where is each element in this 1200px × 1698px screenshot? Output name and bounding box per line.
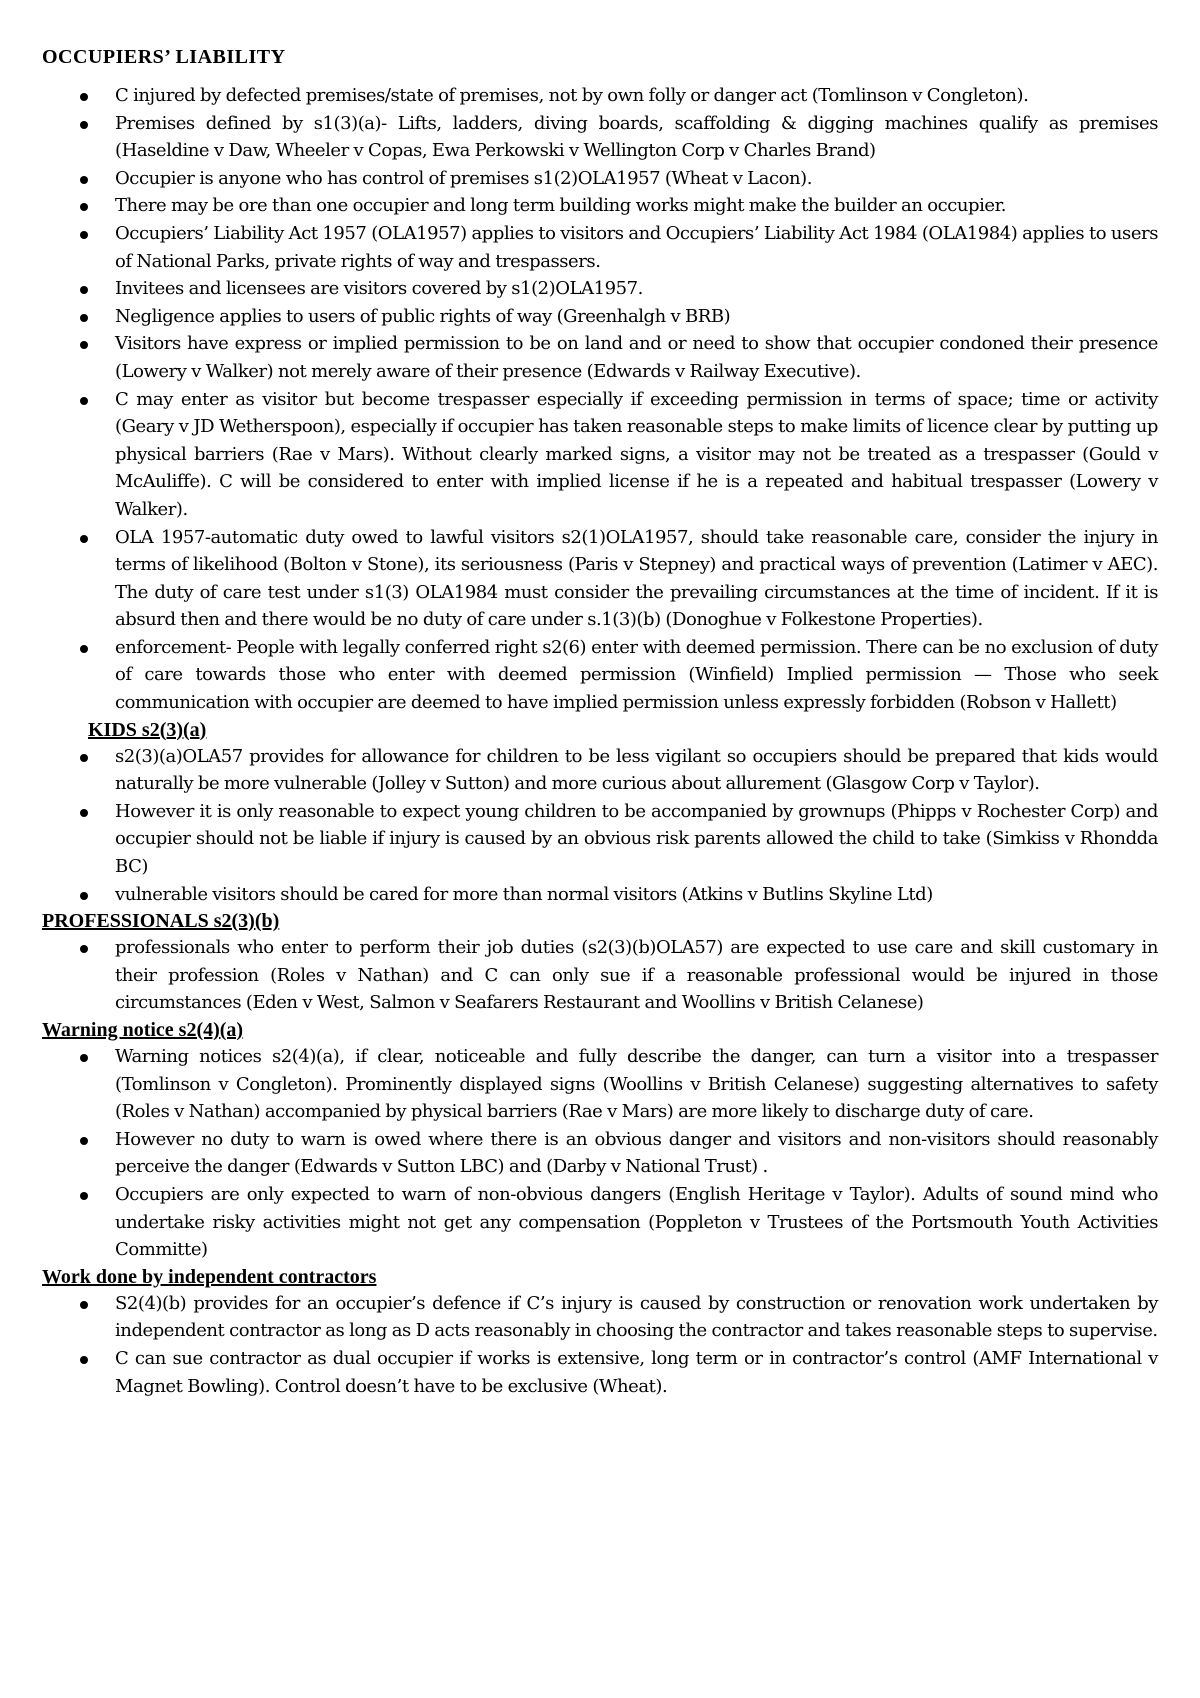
bullet-icon bbox=[80, 203, 88, 211]
list-item bbox=[42, 1043, 1158, 1126]
bullet-icon bbox=[80, 1356, 88, 1364]
bullet-icon bbox=[80, 754, 88, 762]
list-item bbox=[42, 275, 1158, 303]
list-item-text: Occupier is anyone who has control of premises s1(2)OLA1957 (Wheat v Lacon). bbox=[115, 167, 812, 189]
bullet-icon bbox=[80, 341, 88, 349]
bullet-icon bbox=[80, 535, 88, 543]
list-item-text: Premises defined by s1(3)(a)- Lifts, ladders, diving boards, scaffolding & digging machines qualify as premises (Haseldine v Daw, Wheeler v Copas, Ewa Perkowski v Wellington Corp v Charles Brand) bbox=[115, 112, 1158, 162]
list-item bbox=[42, 1290, 1158, 1345]
list-item-text: Negligence applies to users of public rights of way (Greenhalgh v BRB) bbox=[115, 305, 731, 327]
bullet-icon bbox=[80, 645, 88, 653]
professionals-list bbox=[42, 934, 1158, 1017]
list-item bbox=[42, 934, 1158, 1017]
bullet-icon bbox=[80, 1137, 88, 1145]
list-item-text: C injured by defected premises/state of premises, not by own folly or danger act (Tomlinson v Congleton). bbox=[115, 85, 1029, 106]
warning-notice-list bbox=[42, 1043, 1158, 1264]
list-item-text: There may be ore than one occupier and long term building works might make the builder an occupier. bbox=[115, 195, 1007, 217]
section-heading-kids: KIDS s2(3)(a) bbox=[88, 718, 207, 741]
bullet-icon bbox=[80, 286, 88, 294]
bullet-icon bbox=[80, 176, 88, 184]
list-item-text: OLA 1957-automatic duty owed to lawful visitors s2(1)OLA1957, should take reasonable care, consider the injury in terms of likelihood (Bolton v Stone), its seriousness (Paris v Stepney) and practical ways of prevention (Latimer v AEC). The duty of care test under s1(3) OLA1984 must consider the prevailing circumstances at the time of incident. If it is absurd then and there would be no duty of care under s.1(3)(b) (Donoghue v Folkestone Properties). bbox=[115, 526, 1158, 631]
list-item-text: S2(4)(b) provides for an occupier’s defence if C’s injury is caused by construction or renovation work undertaken by independent contractor as long as D acts reasonably in choosing the contractor and takes reasonable steps to supervise. bbox=[115, 1292, 1158, 1342]
bullet-icon bbox=[80, 945, 88, 953]
bullet-icon bbox=[80, 314, 88, 322]
list-item bbox=[42, 524, 1158, 634]
bullet-icon bbox=[80, 93, 88, 101]
list-item bbox=[42, 303, 1158, 331]
independent-contractors-list bbox=[42, 1290, 1158, 1400]
list-item-text: Occupiers are only expected to warn of non-obvious dangers (English Heritage v Taylor). Adults of sound mind who undertake risky activities might not get any compensation (Poppleton v Trustees of the Portsmouth Youth Activities Committe) bbox=[115, 1183, 1158, 1261]
list-item-text: Warning notices s2(4)(a), if clear, noticeable and fully describe the danger, can turn a visitor into a trespasser (Tomlinson v Congleton). Prominently displayed signs (Woollins v British Celanese) suggesting alternatives to safety (Roles v Nathan) accompanied by physical barriers (Rae v Mars) are more likely to discharge duty of care. bbox=[115, 1046, 1158, 1123]
section-heading-professionals: PROFESSIONALS s2(3)(b) bbox=[42, 910, 280, 933]
bullet-icon bbox=[80, 1192, 88, 1200]
bullet-icon bbox=[80, 1054, 88, 1062]
bullet-icon bbox=[80, 231, 88, 239]
bullet-icon bbox=[80, 809, 88, 817]
list-item bbox=[42, 881, 1158, 909]
list-item bbox=[42, 1126, 1158, 1181]
list-item bbox=[42, 192, 1158, 220]
list-item bbox=[42, 798, 1158, 881]
list-item-text: However it is only reasonable to expect young children to be accompanied by grownups (Phipps v Rochester Corp) and occupier should not be liable if injury is caused by an obvious risk parents allowed the child to take (Simkiss v Rhondda BC) bbox=[115, 800, 1158, 878]
kids-list bbox=[42, 743, 1158, 909]
list-item-text: Visitors have express or implied permission to be on land and or need to show that occupier condoned their presence (Lowery v Walker) not merely aware of their presence (Edwards v Railway Executive). bbox=[115, 333, 1158, 382]
list-item-text: s2(3)(a)OLA57 provides for allowance for children to be less vigilant so occupiers should be prepared that kids would naturally be more vulnerable (Jolley v Sutton) and more curious about allurement (Glasgow Corp v Taylor). bbox=[115, 745, 1158, 795]
list-item-text: C may enter as visitor but become trespasser especially if exceeding permission in terms of space; time or activity (Geary v JD Wetherspoon), especially if occupier has taken reasonable steps to make limits of licence clear by putting up physical barriers (Rae v Mars). Without clearly marked signs, a visitor may not be treated as a trespasser (Gould v McAuliffe). C will be considered to enter with implied license if he is a repeated and habitual trespasser (Lowery v Walker). bbox=[115, 388, 1158, 520]
list-item bbox=[42, 634, 1158, 717]
list-item-text: vulnerable visitors should be cared for more than normal visitors (Atkins v Butlins Skyline Ltd) bbox=[115, 883, 933, 905]
list-item bbox=[42, 1345, 1158, 1400]
document-page bbox=[42, 44, 1158, 1400]
list-item-text: Occupiers’ Liability Act 1957 (OLA1957) applies to visitors and Occupiers’ Liability Act 1984 (OLA1984) applies to users of National Parks, private rights of way and trespassers. bbox=[115, 222, 1158, 272]
section-heading-warning-notice: Warning notice s2(4)(a) bbox=[42, 1019, 244, 1041]
list-item-text: enforcement- People with legally conferred right s2(6) enter with deemed permission. There can be no exclusion of duty of care towards those who enter with deemed permission (Winfield) Implied permission — Those who seek communication with occupier are deemed to have implied permission unless expressly forbidden (Robson v Hallett) bbox=[115, 636, 1158, 714]
list-item-text: professionals who enter to perform their job duties (s2(3)(b)OLA57) are expected to use care and skill customary in their profession (Roles v Nathan) and C can only sue if a reasonable professional would be injured in those circumstances (Eden v West, Salmon v Seafarers Restaurant and Woollins v British Celanese) bbox=[115, 937, 1158, 1014]
bullet-icon bbox=[80, 1301, 88, 1309]
page-title: OCCUPIERS’ LIABILITY bbox=[42, 46, 286, 68]
list-item bbox=[42, 330, 1158, 385]
section-heading-independent-contractors: Work done by independent contractors bbox=[42, 1265, 377, 1288]
bullet-icon bbox=[80, 892, 88, 900]
list-item bbox=[42, 110, 1158, 165]
intro-list bbox=[42, 82, 1158, 717]
list-item bbox=[42, 165, 1158, 193]
list-item bbox=[42, 82, 1158, 110]
list-item bbox=[42, 386, 1158, 524]
list-item bbox=[42, 1181, 1158, 1264]
bullet-icon bbox=[80, 121, 88, 129]
bullet-icon bbox=[80, 397, 88, 405]
list-item bbox=[42, 743, 1158, 798]
list-item-text: However no duty to warn is owed where there is an obvious danger and visitors and non-visitors should reasonably perceive the danger (Edwards v Sutton LBC) and (Darby v National Trust) . bbox=[115, 1128, 1158, 1178]
list-item bbox=[42, 220, 1158, 275]
list-item-text: Invitees and licensees are visitors covered by s1(2)OLA1957. bbox=[115, 278, 643, 300]
list-item-text: C can sue contractor as dual occupier if works is extensive, long term or in contractor’s control (AMF International v Magnet Bowling). Control doesn’t have to be exclusive (Wheat). bbox=[115, 1347, 1158, 1397]
